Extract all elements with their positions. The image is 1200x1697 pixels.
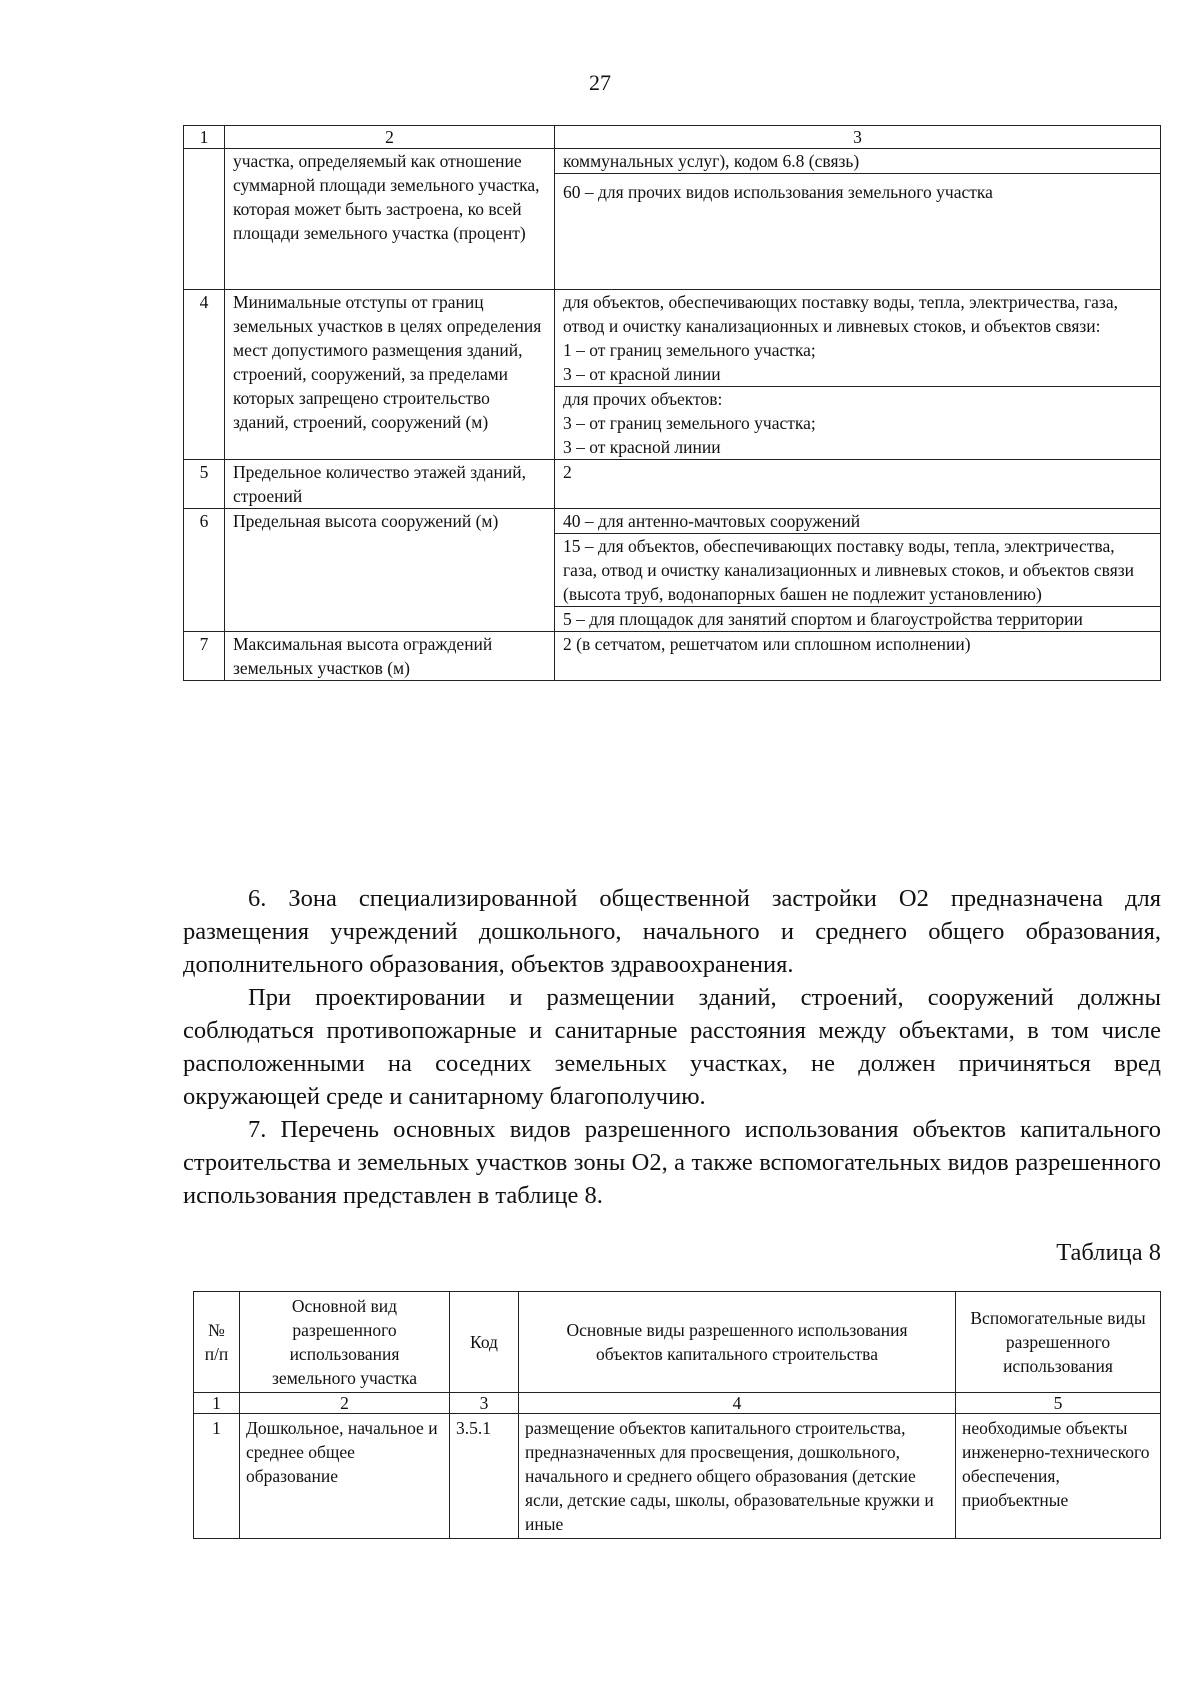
row-parameter: Предельная высота сооружений (м) <box>225 509 555 632</box>
row-parameter: Максимальная высота ограждений земельных участков (м) <box>225 632 555 681</box>
table-header-row <box>184 126 1161 149</box>
row-value: для объектов, обеспечивающих поставку воды, тепла, электричества, газа, отвод и очистку канализационных и ливневых стоков, и объектов связи: 1 – от границ земельного участка; 3 – от красной линии <box>555 290 1161 387</box>
row-value: 2 (в сетчатом, решетчатом или сплошном исполнении) <box>555 632 1161 681</box>
row-value: для прочих объектов: 3 – от границ земельного участка; 3 – от красной линии <box>555 387 1161 460</box>
row-main-uses: размещение объектов капитального строительства, предназначенных для просвещения, дошкольного, начального и среднего общего образования (детские ясли, детские сады, школы, образовательные кружки и иные <box>519 1414 956 1539</box>
row-parameter: участка, определяемый как отношение суммарной площади земельного участка, которая может быть застроена, ко всей площади земельного участка (процент) <box>225 149 555 290</box>
table-row <box>184 460 1161 509</box>
col-number: 4 <box>519 1393 956 1414</box>
row-number: 4 <box>184 290 225 460</box>
row-number: 1 <box>194 1414 240 1539</box>
table-header-row <box>194 1292 1161 1393</box>
row-value: 5 – для площадок для занятий спортом и благоустройства территории <box>555 607 1161 632</box>
row-number: 7 <box>184 632 225 681</box>
col-header-aux-uses: Вспомогательные виды разрешенного использования <box>956 1292 1161 1393</box>
table-row <box>194 1414 1161 1539</box>
row-value: 60 – для прочих видов использования земельного участка <box>555 174 1161 290</box>
col-number: 3 <box>450 1393 519 1414</box>
col-number: 1 <box>194 1393 240 1414</box>
row-number: 5 <box>184 460 225 509</box>
col-number: 2 <box>240 1393 450 1414</box>
row-value: коммунальных услуг), кодом 6.8 (связь) <box>555 149 1161 174</box>
col-header-number: № п/п <box>194 1292 240 1393</box>
row-value: 40 – для антенно-мачтовых сооружений <box>555 509 1161 534</box>
column-numbers-row <box>194 1393 1161 1414</box>
col-number: 5 <box>956 1393 1161 1414</box>
paragraph-requirements <box>183 981 1161 1113</box>
parameters-table <box>183 125 1161 681</box>
paragraph-text: 6. Зона специализированной общественной застройки О2 предназначена для размещения учреждений дошкольного, начального и среднего общего образования, дополнительного образования, объектов здравоохранения. <box>183 885 1161 978</box>
table-row <box>184 149 1161 174</box>
paragraph-list-reference <box>183 1113 1161 1212</box>
col-header-main-type: Основной вид разрешенного использования земельного участка <box>240 1292 450 1393</box>
col-header-1: 1 <box>184 126 225 149</box>
table-row <box>184 509 1161 534</box>
row-aux-uses: необходимые объекты инженерно-технического обеспечения, приобъектные <box>956 1414 1161 1539</box>
permitted-use-table <box>193 1291 1161 1539</box>
page-number: 27 <box>589 70 611 95</box>
row-number: 6 <box>184 509 225 632</box>
row-use-type: Дошкольное, начальное и среднее общее образование <box>240 1414 450 1539</box>
paragraph-text: 7. Перечень основных видов разрешенного использования объектов капитального строительства и земельных участков зоны О2, а также вспомогательных видов разрешенного использования представлен в таблице 8. <box>183 1116 1161 1209</box>
table-row <box>184 632 1161 681</box>
paragraph-text: При проектировании и размещении зданий, строений, сооружений должны соблюдаться противопожарные и санитарные расстояния между объектами, в том числе расположенными на соседних земельных участках, не должен причиняться вред окружающей среде и санитарному благополучию. <box>183 984 1161 1110</box>
row-value: 2 <box>555 460 1161 509</box>
table-caption: Таблица 8 <box>1056 1239 1161 1266</box>
col-header-code: Код <box>450 1292 519 1393</box>
col-header-main-uses: Основные виды разрешенного использования объектов капитального строительства <box>519 1292 956 1393</box>
row-number <box>184 149 225 290</box>
row-value: 15 – для объектов, обеспечивающих поставку воды, тепла, электричества, газа, отвод и очистку канализационных и ливневых стоков, и объектов связи (высота труб, водонапорных башен не подлежит установлению) <box>555 534 1161 607</box>
table-row <box>184 290 1161 387</box>
row-parameter: Минимальные отступы от границ земельных участков в целях определения мест допустимого размещения зданий, строений, сооружений, за пределами которых запрещено строительство зданий, строений, сооружений (м) <box>225 290 555 460</box>
paragraph-zone-o2 <box>183 882 1161 981</box>
row-parameter: Предельное количество этажей зданий, строений <box>225 460 555 509</box>
col-header-3: 3 <box>555 126 1161 149</box>
row-code: 3.5.1 <box>450 1414 519 1539</box>
col-header-2: 2 <box>225 126 555 149</box>
